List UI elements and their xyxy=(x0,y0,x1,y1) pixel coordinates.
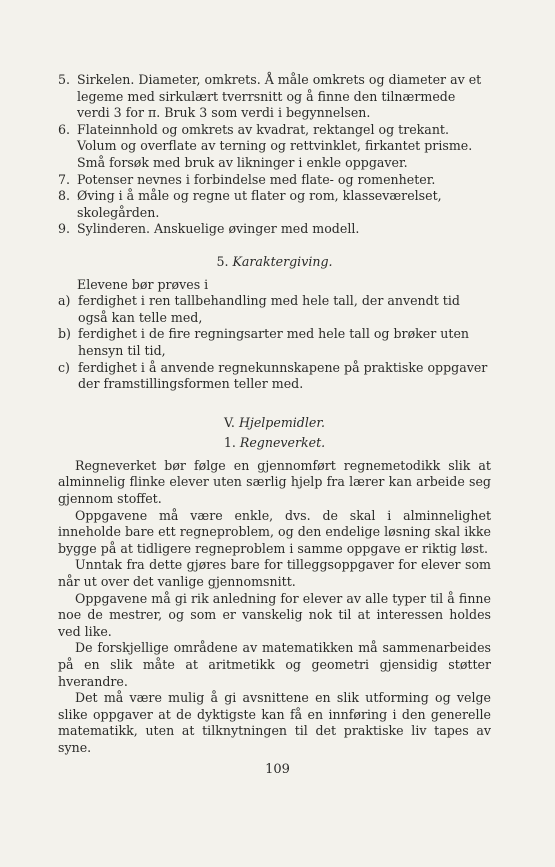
item-number: 7. xyxy=(58,171,71,187)
item-text: ferdighet i de fire regningsarter med hele tall og brøker uten hensyn til tid, xyxy=(78,326,470,358)
section-intro: Elevene bør prøves i xyxy=(77,276,209,292)
list-item-7 xyxy=(58,172,491,189)
page-number: 109 xyxy=(265,762,290,777)
paragraph-6: Det må være mulig å gi avsnittene en slik utforming og velge slike oppgaver at de dyktigste kan få en innføring i den generelle matematikk, uten at tilknytningen til det praktiske liv tapes av syne. xyxy=(58,690,491,755)
list-item-9 xyxy=(58,221,491,238)
page-content xyxy=(58,72,491,757)
paragraph-1: Regneverket bør følge en gjennomført regnemetodikk slik at alminnelig flinke elever uten særlig hjelp fra lærer kan arbeide seg gjennom stoffet. xyxy=(58,457,491,507)
list-item-a xyxy=(58,293,491,326)
item-letter: b) xyxy=(58,326,71,342)
item-text: ferdighet i ren tallbehandling med hele tall, der anvendt tid også kan telle med, xyxy=(78,293,460,325)
list-item-6 xyxy=(58,122,491,172)
item-number: 8. xyxy=(58,188,71,204)
paragraph-2: Oppgavene må være enkle, dvs. de skal i alminnelighet inneholde bare ett regneproblem, og den endelige løsning skal ikke bygge på at tidligere regneproblem i samme oppgave er riktig løst. xyxy=(58,507,491,556)
item-number: 9. xyxy=(58,221,71,237)
item-text: Øving i å måle og regne ut flater og rom, klasseværelset, skolegården. xyxy=(77,188,442,220)
item-text: Flateinnhold og omkrets av kvadrat, rektangel og trekant. Volum og overflate av terning og rettvinklet, firkantet prisme. Små forsøk med bruk av likninger i enkle oppgaver. xyxy=(77,121,473,170)
section-heading-karaktergiving xyxy=(58,254,491,271)
item-letter: c) xyxy=(58,359,70,375)
chapter-title: Hjelpemidler. xyxy=(238,414,325,430)
list-item-8 xyxy=(58,188,491,221)
subsection-heading-regneverket xyxy=(58,435,491,452)
list-item-5 xyxy=(58,72,491,122)
item-number: 5. xyxy=(58,72,71,87)
item-text: Sylinderen. Anskuelige øvinger med modell. xyxy=(77,221,360,237)
section-title: Karaktergiving. xyxy=(232,253,333,269)
subsection-number: 1. xyxy=(223,435,236,451)
item-text: Sirkelen. Diameter, omkrets. Å måle omkrets og diameter av et legeme med sirkulært tverrsnitt og å finne den tilnærmede verdi 3 for π. Bruk 3 som verdi i begynnelsen. xyxy=(77,72,482,121)
item-letter: a) xyxy=(58,293,71,309)
chapter-heading-hjelpemidler xyxy=(58,415,491,432)
item-text: ferdighet i å anvende regnekunnskapene på praktiske oppgaver der framstillingsformen teller med. xyxy=(78,359,488,392)
list-item-b xyxy=(58,326,491,359)
subsection-title: Regneverket. xyxy=(239,435,326,451)
item-text: Potenser nevnes i forbindelse med flate- og romenheter. xyxy=(77,171,436,187)
section-number: 5. xyxy=(216,253,229,269)
paragraph-3: Unntak fra dette gjøres bare for tilleggsoppgaver for elever som når ut over det vanlige gjennomsnitt. xyxy=(58,557,491,590)
item-number: 6. xyxy=(58,121,71,137)
paragraph-4: Oppgavene må gi rik anledning for elever av alle typer til å finne noe de mestrer, og som er vanskelig nok til at interessen holdes ved like. xyxy=(58,590,491,639)
list-item-c xyxy=(58,360,491,393)
paragraph-5: De forskjellige områdene av matematikken må sammenarbeides på en slik måte at aritmetikk og geometri gjensidig støtter hverandre. xyxy=(58,640,491,689)
chapter-number: V. xyxy=(224,414,235,430)
